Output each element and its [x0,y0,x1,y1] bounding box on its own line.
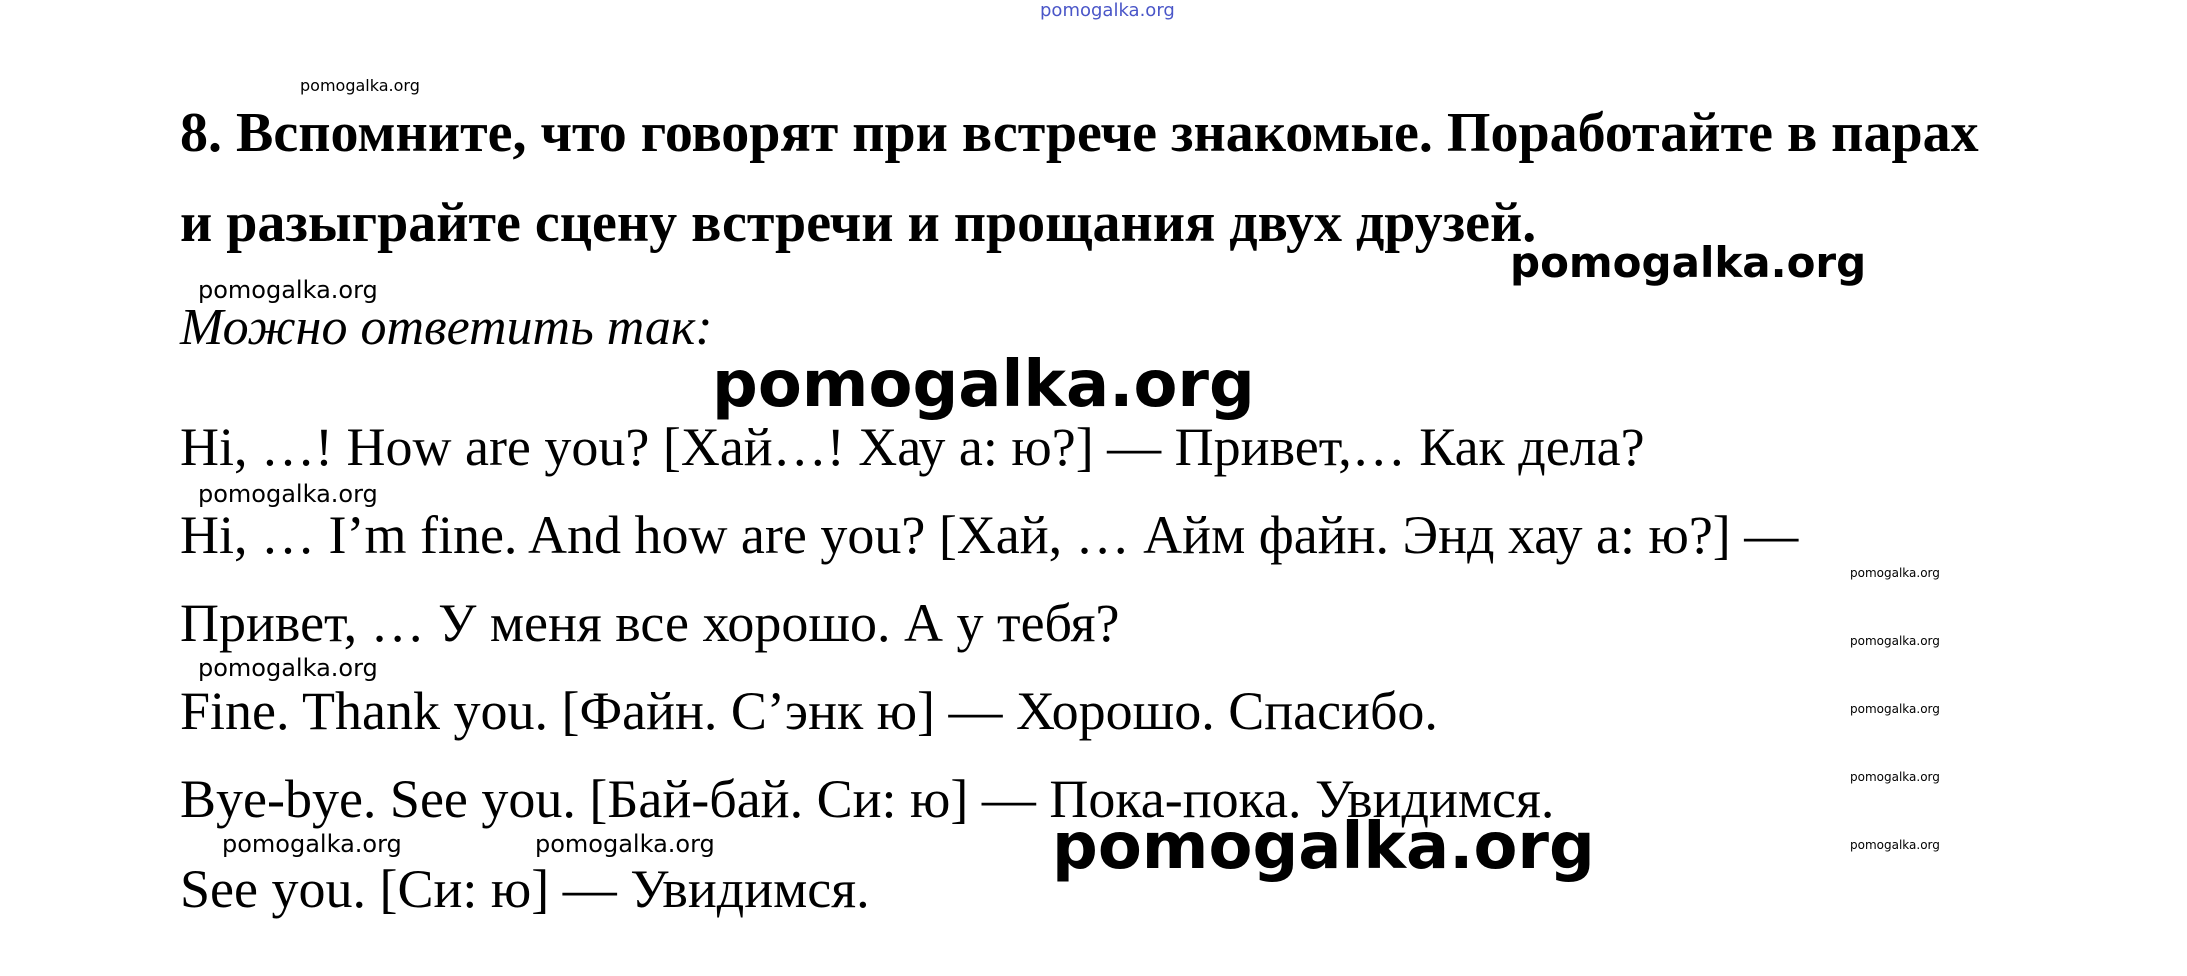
watermark-tiny: pomogalka.org [1850,702,1940,716]
watermark-small: pomogalka.org [300,76,420,95]
dialogue-line: Bye-bye. See you. [Бай-бай. Си: ю] — Пока-пока. Увидимся. [180,769,1555,829]
task-heading: 8. Вспомните, что говорят при встрече знакомые. Поработайте в парах и разыграйте сцену встречи и прощания двух друзей. [180,102,1979,254]
dialogue-line: Hi, …! How are you? [Хай…! Хау а: ю?] — Привет,… Как дела? [180,417,1645,477]
watermark-tiny: pomogalka.org [1850,770,1940,784]
watermark-small: pomogalka.org [535,830,715,858]
watermark-medium: pomogalka.org [1510,238,1867,287]
watermark-tiny: pomogalka.org [1850,838,1940,852]
dialogue-line: See you. [Си: ю] — Увидимся. [180,859,870,919]
dialogue-line: Привет, … У меня все хорошо. А у тебя? [180,593,1120,653]
watermark-small: pomogalka.org [198,276,378,304]
answer-intro: Можно ответить так: [180,299,713,356]
watermark-small: pomogalka.org [198,480,378,508]
watermark-large: pomogalka.org [1052,810,1595,884]
dialogue-line: Hi, … I’m fine. And how are you? [Хай, … Айм файн. Энд хау а: ю?] — [180,505,1799,565]
watermark-small: pomogalka.org [198,654,378,682]
watermark-tiny: pomogalka.org [1850,566,1940,580]
dialogue-line: Fine. Thank you. [Файн. С’энк ю] — Хорошо. Спасибо. [180,681,1438,741]
watermark-top[interactable]: pomogalka.org [1040,0,1175,21]
watermark-tiny: pomogalka.org [1850,634,1940,648]
watermark-small: pomogalka.org [222,830,402,858]
watermark-large: pomogalka.org [712,348,1255,422]
